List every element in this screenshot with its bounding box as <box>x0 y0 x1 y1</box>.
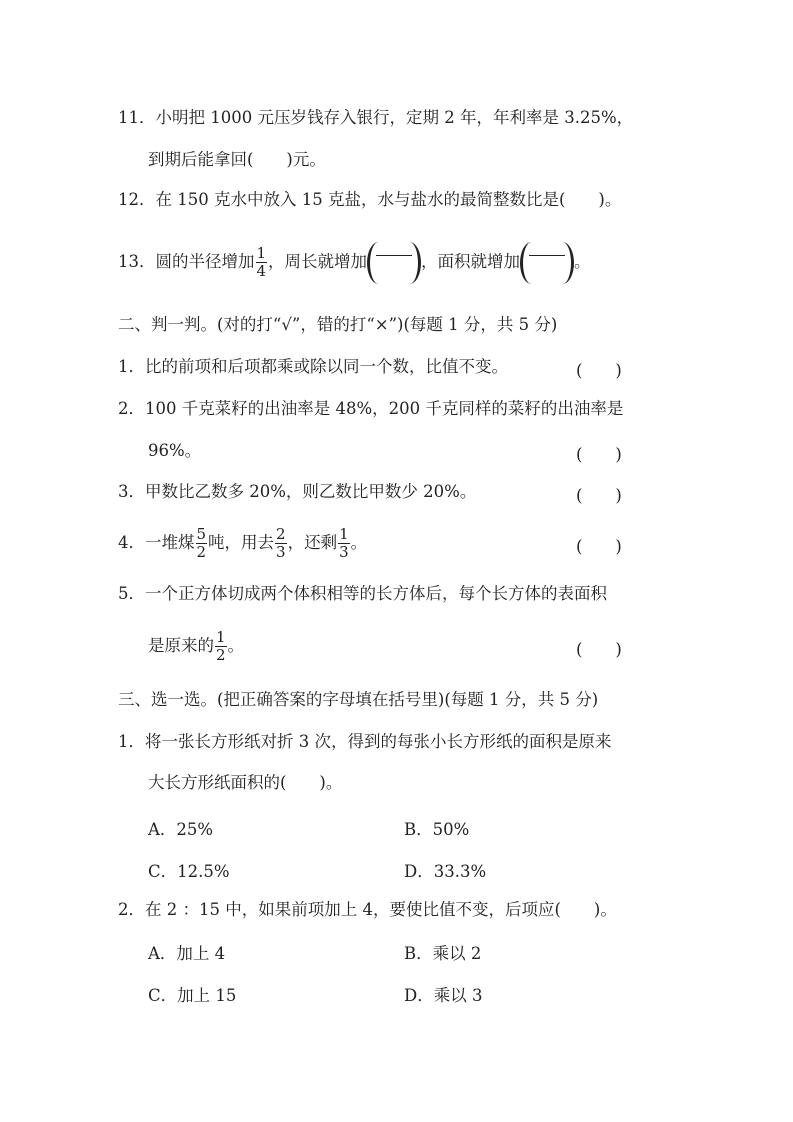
q5-text: 。 <box>227 636 245 655</box>
judge-q5-line2 <box>148 626 244 666</box>
numerator: 2 <box>276 525 286 543</box>
q13 <box>118 240 591 284</box>
option-d[interactable]: D．乘以 3 <box>404 986 483 1005</box>
option-b[interactable]: B．50% <box>404 820 470 839</box>
answer-paren[interactable]: ( ) <box>576 361 622 380</box>
denominator: 2 <box>196 543 207 561</box>
denominator: 3 <box>339 543 349 561</box>
answer-paren[interactable]: ( ) <box>576 445 622 464</box>
section-2-heading: 二、判一判。(对的打“√”，错的打“×”)(每题 1 分，共 5 分) <box>118 315 558 334</box>
fraction-blank[interactable] <box>367 242 421 284</box>
choose-q1-line1: 1．将一张长方形纸对折 3 次，得到的每张小长方形纸的面积是原来 <box>118 732 612 751</box>
q4-text: ，还剩 <box>287 533 338 552</box>
option-d[interactable]: D．33.3% <box>404 862 487 881</box>
answer-paren[interactable]: ( ) <box>576 537 622 556</box>
numerator: 1 <box>256 244 267 262</box>
q11-line2: 到期后能拿回( )元。 <box>148 150 326 169</box>
judge-q2-line1: 2．100 千克菜籽的出油率是 48%，200 千克同样的菜籽的出油率是 <box>118 399 624 418</box>
fraction <box>256 245 268 280</box>
q12: 12．在 150 克水中放入 15 克盐，水与盐水的最简整数比是( )。 <box>118 190 622 209</box>
section-3-heading: 三、选一选。(把正确答案的字母填在括号里)(每题 1 分，共 5 分) <box>118 690 599 709</box>
q4-text: 。 <box>350 533 368 552</box>
numerator: 5 <box>196 525 207 543</box>
answer-paren[interactable]: ( ) <box>576 486 622 505</box>
judge-q3: 3．甲数比乙数多 20%，则乙数比甲数少 20%。 <box>118 482 477 501</box>
judge-q4 <box>118 523 367 563</box>
fraction <box>196 526 208 561</box>
judge-q2-line2: 96%。 <box>148 441 202 460</box>
q13-text: 13．圆的半径增加 <box>118 252 255 271</box>
option-c[interactable]: C．加上 15 <box>148 986 237 1005</box>
denominator: 3 <box>276 543 286 561</box>
option-c[interactable]: C．12.5% <box>148 862 230 881</box>
option-a[interactable]: A．25% <box>148 820 214 839</box>
choose-q2: 2．在 2 ：15 中，如果前项加上 4，要使比值不变，后项应( )。 <box>118 900 617 919</box>
fraction-blank[interactable] <box>520 242 574 284</box>
denominator: 4 <box>256 262 267 280</box>
numerator: 1 <box>216 628 226 646</box>
q13-text: ，周长就增加 <box>268 252 368 271</box>
option-b[interactable]: B．乘以 2 <box>404 944 482 963</box>
answer-paren[interactable]: ( ) <box>576 640 622 659</box>
q11-line1: 11．小明把 1000 元压岁钱存入银行，定期 2 年，年利率是 3.25%， <box>118 108 634 127</box>
fraction <box>275 526 287 561</box>
denominator: 2 <box>216 646 226 664</box>
fraction <box>338 526 350 561</box>
numerator: 1 <box>339 525 349 543</box>
judge-q1: 1．比的前项和后项都乘或除以同一个数，比值不变。 <box>118 357 508 376</box>
q13-text: ，面积就增加 <box>421 252 521 271</box>
q5-text: 是原来的 <box>148 636 214 655</box>
q13-text: 。 <box>574 252 591 271</box>
judge-q5-line1: 5．一个正方体切成两个体积相等的长方体后，每个长方体的表面积 <box>118 584 607 603</box>
choose-q1-line2: 大长方形纸面积的( )。 <box>148 773 343 792</box>
q4-text: 4．一堆煤 <box>118 533 195 552</box>
q4-text: 吨，用去 <box>208 533 275 552</box>
option-a[interactable]: A．加上 4 <box>148 944 226 963</box>
fraction <box>215 629 227 664</box>
